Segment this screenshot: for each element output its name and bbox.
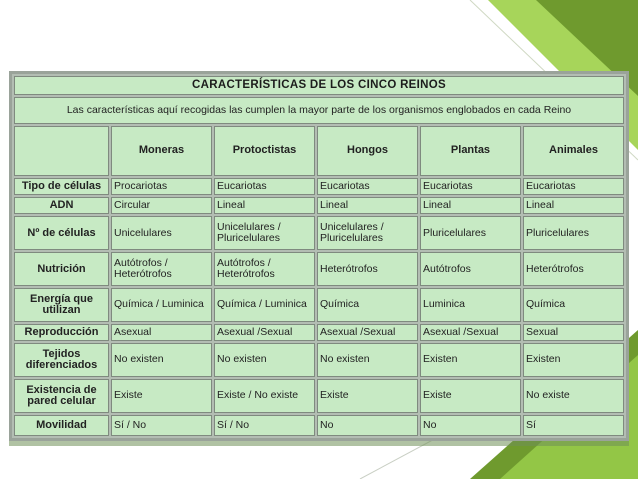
- row-label: Movilidad: [14, 415, 109, 436]
- table-cell: Eucariotas: [214, 178, 315, 195]
- table-cell: Sí / No: [111, 415, 212, 436]
- table-cell: Química / Luminica: [111, 288, 212, 322]
- row-label: Reproducción: [14, 324, 109, 341]
- table-cell: Lineal: [523, 197, 624, 214]
- row-label: Nutrición: [14, 252, 109, 286]
- table-cell: Química: [317, 288, 418, 322]
- row-label: Existencia de pared celular: [14, 379, 109, 413]
- table-cell: Procariotas: [111, 178, 212, 195]
- table-cell: Existe / No existe: [214, 379, 315, 413]
- kingdoms-table-frame: [9, 71, 629, 441]
- table-cell: Existe: [317, 379, 418, 413]
- table-cell: Sexual: [523, 324, 624, 341]
- table-cell: Pluricelulares: [523, 216, 624, 250]
- table-row: [14, 197, 624, 214]
- table-row: [14, 343, 624, 377]
- table-cell: Sí: [523, 415, 624, 436]
- table-cell: Existen: [523, 343, 624, 377]
- table-cell: Asexual /Sexual: [317, 324, 418, 341]
- table-cell: Pluricelulares: [420, 216, 521, 250]
- table-cell: Eucariotas: [523, 178, 624, 195]
- header-moneras: Moneras: [111, 126, 212, 177]
- table-cell: Circular: [111, 197, 212, 214]
- row-label: Tipo de células: [14, 178, 109, 195]
- header-protoctistas: Protoctistas: [214, 126, 315, 177]
- row-label: Nº de células: [14, 216, 109, 250]
- table-cell: Existe: [111, 379, 212, 413]
- table-cell: Asexual: [111, 324, 212, 341]
- table-header-row: [14, 126, 624, 177]
- table-cell: No: [317, 415, 418, 436]
- table-cell: Lineal: [214, 197, 315, 214]
- table-cell: Existe: [420, 379, 521, 413]
- table-cell: No: [420, 415, 521, 436]
- table-cell: No existen: [317, 343, 418, 377]
- table-cell: Lineal: [420, 197, 521, 214]
- table-row: [14, 178, 624, 195]
- table-row: [14, 324, 624, 341]
- table-row: [14, 379, 624, 413]
- table-row: [14, 415, 624, 436]
- table-cell: Lineal: [317, 197, 418, 214]
- header-hongos: Hongos: [317, 126, 418, 177]
- table-cell: Química: [523, 288, 624, 322]
- table-title-row: [14, 76, 624, 95]
- table-subtitle-row: [14, 97, 624, 123]
- table-row: [14, 216, 624, 250]
- row-label: Tejidos diferenciados: [14, 343, 109, 377]
- table-cell: Eucariotas: [420, 178, 521, 195]
- table-cell: Unicelulares / Pluricelulares: [317, 216, 418, 250]
- table-row: [14, 252, 624, 286]
- table-cell: Autótrofos: [420, 252, 521, 286]
- table-cell: Existen: [420, 343, 521, 377]
- table-cell: No existen: [111, 343, 212, 377]
- table-row: [14, 288, 624, 322]
- table-cell: Sí / No: [214, 415, 315, 436]
- row-label: ADN: [14, 197, 109, 214]
- table-cell: Autótrofos / Heterótrofos: [111, 252, 212, 286]
- table-cell: Unicelulares / Pluricelulares: [214, 216, 315, 250]
- table-cell: Heterótrofos: [317, 252, 418, 286]
- kingdoms-table: [12, 74, 626, 438]
- table-cell: Unicelulares: [111, 216, 212, 250]
- table-cell: Heterótrofos: [523, 252, 624, 286]
- table-cell: Asexual /Sexual: [420, 324, 521, 341]
- table-title: CARACTERÍSTICAS DE LOS CINCO REINOS: [14, 76, 624, 95]
- table-cell: No existe: [523, 379, 624, 413]
- table-cell: Autótrofos / Heterótrofos: [214, 252, 315, 286]
- table-cell: Eucariotas: [317, 178, 418, 195]
- row-label: Energía que utilizan: [14, 288, 109, 322]
- table-subtitle: Las características aquí recogidas las cumplen la mayor parte de los organismos englobados en cada Reino: [14, 97, 624, 123]
- header-animales: Animales: [523, 126, 624, 177]
- table-cell: Química / Luminica: [214, 288, 315, 322]
- table-cell: Asexual /Sexual: [214, 324, 315, 341]
- header-corner-cell: [14, 126, 109, 177]
- table-cell: Luminica: [420, 288, 521, 322]
- table-cell: No existen: [214, 343, 315, 377]
- header-plantas: Plantas: [420, 126, 521, 177]
